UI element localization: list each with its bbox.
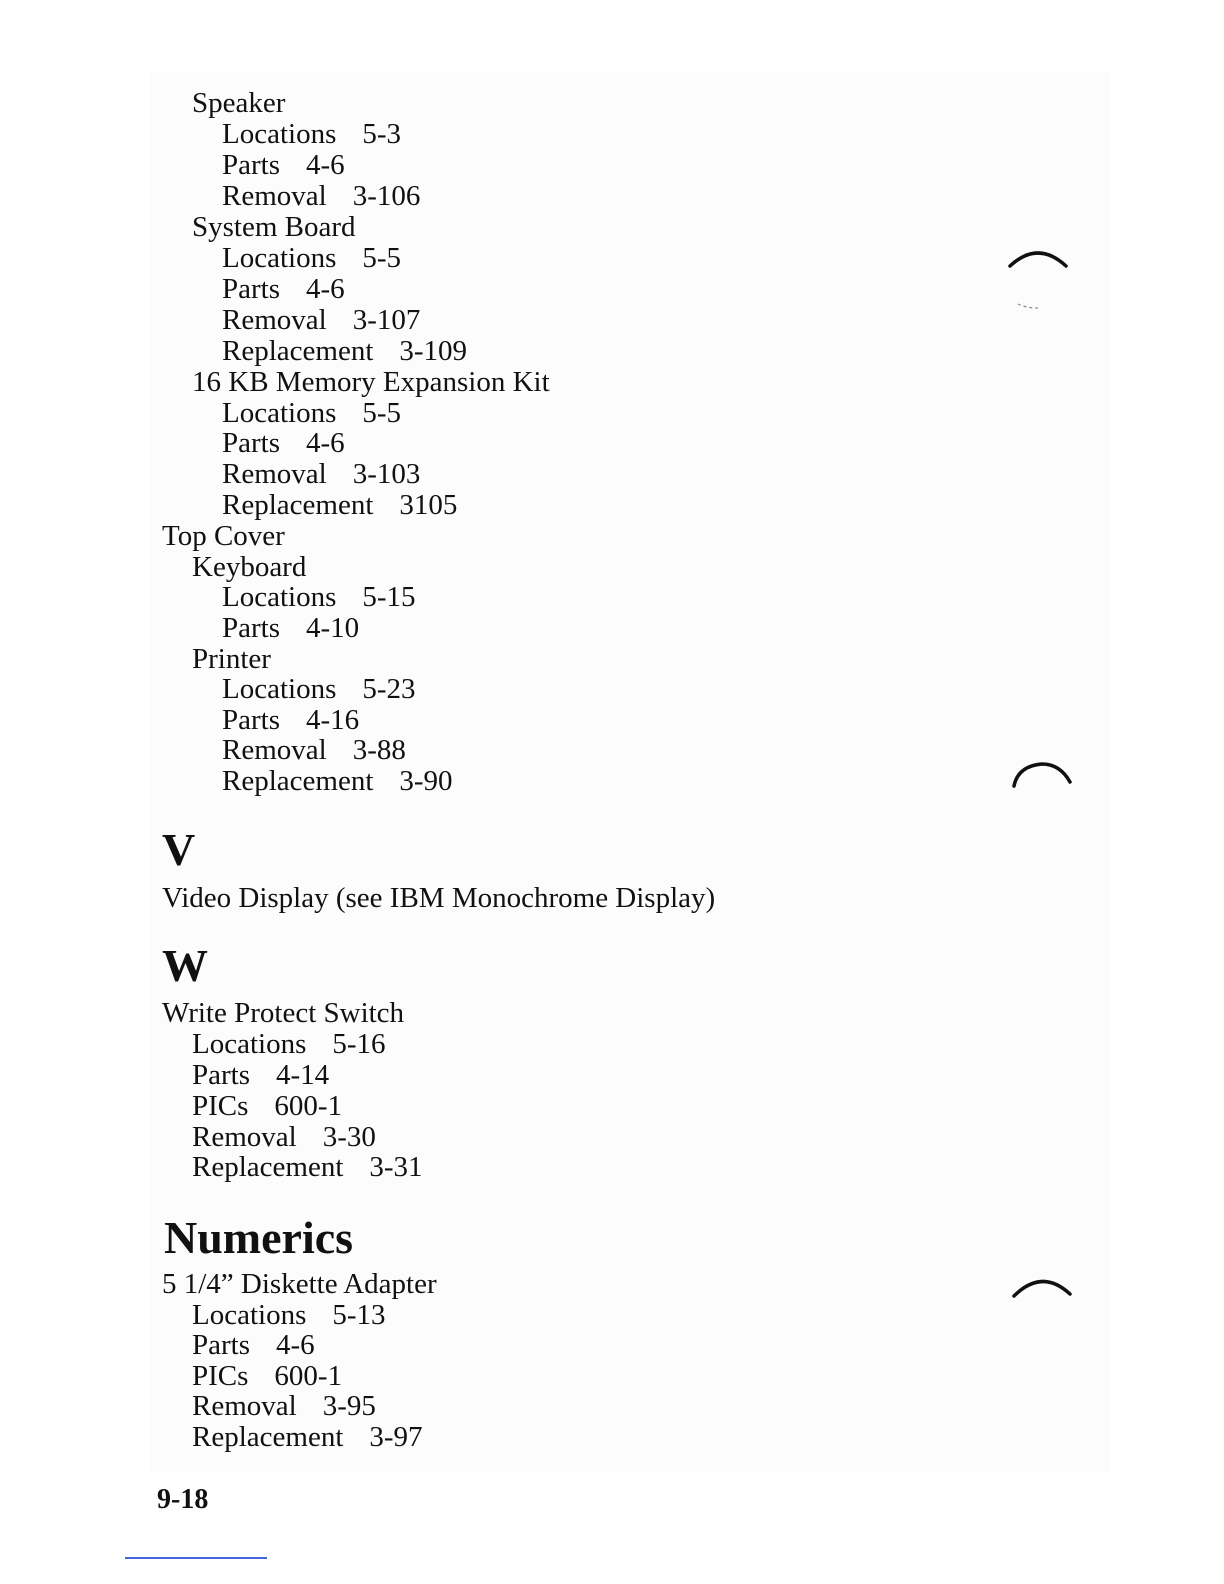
entry-page-ref: 3-31 — [369, 1151, 423, 1183]
entry-page-ref: 5-5 — [362, 397, 402, 429]
entry-page-ref: 3-90 — [399, 765, 453, 797]
index-entry — [192, 1330, 315, 1361]
punch-hole-mark — [1008, 1272, 1074, 1302]
section-letter-w: W — [162, 940, 208, 991]
index-entry — [222, 674, 416, 705]
index-entry — [192, 644, 271, 675]
index-entry — [192, 1060, 329, 1091]
entry-term: Parts — [192, 1059, 250, 1091]
index-entry — [192, 367, 550, 398]
entry-term: 5 1/4” Diskette Adapter — [162, 1268, 437, 1300]
entry-term: System Board — [192, 211, 356, 243]
entry-page-ref: 4-10 — [306, 612, 360, 644]
entry-page-ref: 5-23 — [362, 673, 416, 705]
index-entry — [192, 1029, 386, 1060]
entry-term: Parts — [222, 427, 280, 459]
index-entry — [192, 552, 306, 583]
entry-term: Locations — [192, 1299, 307, 1331]
index-entry — [222, 705, 359, 736]
index-entry — [222, 459, 420, 490]
index-entry — [222, 735, 406, 766]
entry-page-ref: 3-103 — [352, 458, 421, 490]
punch-hole-trace — [1016, 298, 1042, 312]
entry-term: Parts — [222, 612, 280, 644]
index-entry — [192, 1361, 342, 1392]
entry-term: PICs — [192, 1090, 249, 1122]
entry-page-ref: 600-1 — [274, 1360, 343, 1392]
index-entry — [222, 119, 401, 150]
entry-term: Parts — [192, 1329, 250, 1361]
index-entry — [192, 1422, 423, 1453]
index-entry — [222, 305, 420, 336]
entry-term: 16 KB Memory Expansion Kit — [192, 366, 550, 398]
entry-page-ref: 4-6 — [276, 1329, 315, 1361]
entry-term: Locations — [222, 242, 337, 274]
entry-term: Printer — [192, 643, 271, 675]
index-entry — [222, 428, 345, 459]
index-entry — [222, 490, 457, 521]
entry-term: Locations — [192, 1028, 307, 1060]
entry-term: Replacement — [222, 335, 374, 367]
entry-term: Speaker — [192, 87, 286, 119]
index-entry — [222, 150, 345, 181]
index-entry — [162, 883, 715, 914]
entry-page-ref: 5-15 — [362, 581, 416, 613]
entry-term: Removal — [192, 1390, 297, 1422]
index-entry — [222, 243, 401, 274]
index-entry — [162, 998, 404, 1029]
section-heading-numerics: Numerics — [164, 1212, 354, 1263]
entry-page-ref: 5-3 — [362, 118, 402, 150]
entry-term: Replacement — [192, 1151, 344, 1183]
entry-page-ref: 5-16 — [332, 1028, 386, 1060]
entry-term: Locations — [222, 581, 337, 613]
entry-term: Top Cover — [162, 520, 285, 552]
index-entry — [192, 1091, 342, 1122]
index-entry — [162, 521, 285, 552]
entry-page-ref: 4-6 — [306, 149, 345, 181]
index-entry — [192, 212, 356, 243]
section-letter-v: V — [162, 824, 196, 875]
entry-term: Removal — [222, 458, 327, 490]
entry-term: PICs — [192, 1360, 249, 1392]
entry-page-ref: 3-88 — [352, 734, 406, 766]
index-entry — [192, 88, 285, 119]
entry-page-ref: 4-14 — [276, 1059, 330, 1091]
index-entry — [222, 766, 453, 797]
entry-term: Parts — [222, 149, 280, 181]
entry-page-ref: 4-16 — [306, 704, 360, 736]
entry-page-ref: 3-107 — [352, 304, 421, 336]
entry-term: Parts — [222, 273, 280, 305]
entry-term: Write Protect Switch — [162, 997, 405, 1029]
index-entry — [222, 613, 359, 644]
entry-term: Removal — [192, 1121, 297, 1153]
entry-term: Locations — [222, 673, 337, 705]
entry-term: Removal — [222, 180, 327, 212]
entry-term: Replacement — [222, 765, 374, 797]
footer-rule — [125, 1557, 267, 1559]
entry-term: Replacement — [222, 489, 374, 521]
entry-page-ref: 3-95 — [322, 1390, 376, 1422]
entry-term: Removal — [222, 304, 327, 336]
entry-page-ref: 3-97 — [369, 1421, 423, 1453]
entry-term: Video Display (see IBM Monochrome Display) — [162, 882, 716, 914]
entry-term: Replacement — [192, 1421, 344, 1453]
entry-page-ref: 5-5 — [362, 242, 402, 274]
entry-page-ref: 3-109 — [399, 335, 468, 367]
index-entry — [192, 1391, 376, 1422]
entry-term: Keyboard — [192, 551, 307, 583]
entry-page-ref: 3-30 — [322, 1121, 376, 1153]
entry-page-ref: 3-106 — [352, 180, 421, 212]
entry-term: Locations — [222, 118, 337, 150]
entry-term: Locations — [222, 397, 337, 429]
entry-page-ref: 600-1 — [274, 1090, 343, 1122]
index-entry — [222, 181, 420, 212]
index-entry — [162, 1269, 437, 1300]
entry-page-ref: 5-13 — [332, 1299, 386, 1331]
page-number: 9-18 — [157, 1484, 209, 1515]
index-entry — [222, 398, 401, 429]
punch-hole-mark — [1008, 758, 1074, 792]
index-entry — [192, 1300, 386, 1331]
entry-page-ref: 4-6 — [306, 427, 345, 459]
entry-page-ref: 3105 — [399, 489, 458, 521]
entry-term: Removal — [222, 734, 327, 766]
entry-term: Parts — [222, 704, 280, 736]
entry-page-ref: 4-6 — [306, 273, 345, 305]
index-entry — [222, 582, 416, 613]
punch-hole-mark — [1004, 244, 1070, 274]
index-entry — [222, 336, 467, 367]
index-entry — [192, 1122, 376, 1153]
index-entry — [192, 1152, 423, 1183]
index-entry — [222, 274, 345, 305]
